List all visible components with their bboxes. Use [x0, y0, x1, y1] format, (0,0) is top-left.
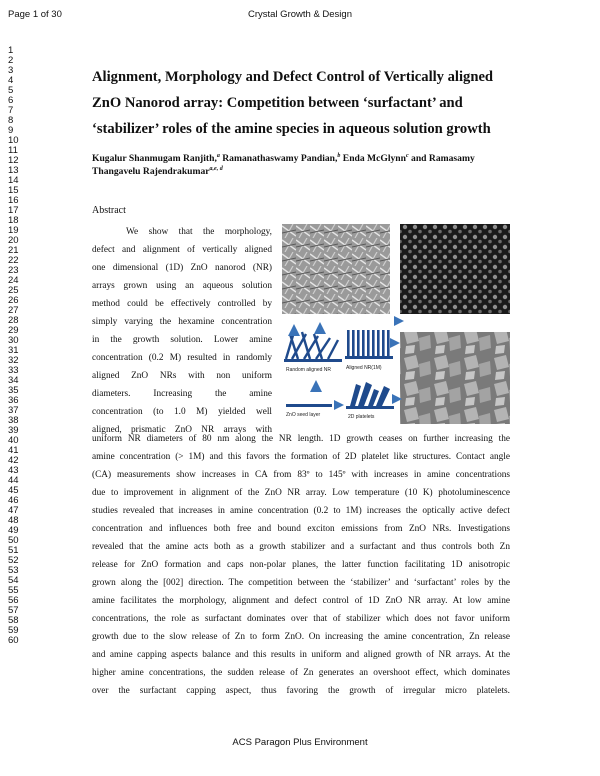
abstract-line: aligned, prismatic ZnO NR arrays with	[92, 425, 272, 435]
abstract-line: diameters. Increasing the amine	[92, 389, 272, 399]
paper-title	[92, 64, 522, 142]
line-number: 13	[8, 165, 19, 176]
abstract-line: concentration (to 1.0 M) yielded well	[92, 407, 272, 417]
line-number: 35	[8, 385, 19, 396]
arrow-up-icon	[310, 380, 322, 392]
line-number: 16	[8, 195, 19, 206]
page-footer: ACS Paragon Plus Environment	[232, 737, 368, 748]
line-number: 48	[8, 515, 19, 526]
author-line	[92, 164, 522, 177]
line-number: 45	[8, 485, 19, 496]
line-number: 7	[8, 105, 14, 116]
author-name: and Ramasamy	[408, 153, 475, 165]
line-number: 8	[8, 115, 14, 126]
line-number: 33	[8, 365, 19, 376]
line-number: 53	[8, 565, 19, 576]
line-number: 51	[8, 545, 19, 556]
abstract-line: amine facilitates the morphology, alignment and defect control of 1D ZnO NR array. At low amine	[92, 596, 510, 606]
abstract-line: due to improvement in alignment of the ZnO NR array. Low temperature (10 K) photoluminescence	[92, 488, 510, 498]
line-number: 50	[8, 535, 19, 546]
abstract-line: growth due to the slow release of Zn to form ZnO. On increasing the amine concentration, Zn release	[92, 632, 510, 642]
line-number: 56	[8, 595, 19, 606]
line-number: 19	[8, 225, 19, 236]
caption-seed-layer: ZnO seed layer	[286, 412, 321, 418]
line-number: 6	[8, 95, 14, 106]
line-number: 1	[8, 45, 14, 56]
title-line: ZnO Nanorod array: Competition between ‘surfactant’ and	[92, 95, 463, 111]
abstract-line: aligned ZnO NRs with non uniform	[92, 371, 272, 381]
line-number: 41	[8, 445, 19, 456]
line-number: 27	[8, 305, 19, 316]
title-line: ‘stabilizer’ roles of the amine species in aqueous solution growth	[92, 121, 491, 137]
line-number: 21	[8, 245, 19, 256]
abstract-line: defect and alignment of vertically aligned	[92, 245, 272, 255]
seed-layer-4	[346, 406, 394, 409]
affiliation-mark: a	[216, 153, 220, 159]
line-number: 23	[8, 265, 19, 276]
author-name: Enda McGlynn	[340, 153, 406, 165]
line-number: 40	[8, 435, 19, 446]
line-number: 25	[8, 285, 19, 296]
arrow-right-icon	[334, 400, 344, 410]
line-number: 11	[8, 145, 18, 156]
abstract-line: over the surfactant capping aspect, thus favoring the growth of irregular micro platelets.	[92, 686, 510, 696]
abstract-line: simply varying the hexamine concentration	[92, 317, 272, 327]
line-number: 18	[8, 215, 19, 226]
line-number: 42	[8, 455, 19, 466]
line-number: 46	[8, 495, 19, 506]
line-number: 5	[8, 85, 14, 96]
line-number: 43	[8, 465, 19, 476]
line-number: 28	[8, 315, 19, 326]
affiliation-mark: b	[337, 153, 341, 159]
line-number: 58	[8, 615, 19, 626]
line-number: 32	[8, 355, 19, 366]
seed-layer-1	[284, 359, 342, 362]
author-name: Kugalur Shanmugam Ranjith,	[92, 153, 217, 165]
author-name: Ramanathaswamy Pandian,	[219, 153, 338, 165]
caption-platelets: 2D platelets	[348, 414, 375, 420]
line-number: 15	[8, 185, 19, 196]
line-number: 24	[8, 275, 19, 286]
abstract-line: grown along the [002] direction. The competition between the ‘stabilizer’ and ‘surfactant’ roles by the	[92, 578, 510, 588]
caption-aligned-nr: Aligned NR(1M)	[346, 365, 382, 371]
abstract-line: one dimensional (1D) ZnO nanorod (NR)	[92, 263, 272, 273]
line-number: 2	[8, 55, 14, 66]
abstract-line: amine concentration (> 1M) and this favors the formation of 2D platelet like structures. Contact angle	[92, 452, 510, 462]
line-number: 47	[8, 505, 19, 516]
line-number: 17	[8, 205, 19, 216]
abstract-line: and amine capping aspects balance and this results in uniform and aligned growth of NR arrays. At the	[92, 650, 510, 660]
line-number: 12	[8, 155, 19, 166]
abstract-line: in the growth solution. Lower amine	[92, 335, 272, 345]
line-number: 14	[8, 175, 19, 186]
line-number: 31	[8, 345, 19, 356]
abstract-line: revealed that the amine acts both as a growth stabilizer and a surfactant and thus controls both Zn	[92, 542, 510, 552]
seed-layer-3	[286, 404, 332, 407]
line-number: 26	[8, 295, 19, 306]
affiliation-mark: c	[405, 153, 409, 159]
arrow-right-icon	[390, 338, 400, 348]
line-number: 55	[8, 585, 19, 596]
line-number: 22	[8, 255, 19, 266]
line-number: 59	[8, 625, 19, 636]
abstract-line: studies revealed that increases in amine concentration (0.2 to 1M) increases the optically active defect	[92, 506, 510, 516]
line-number: 52	[8, 555, 19, 566]
title-line: Alignment, Morphology and Defect Control of Vertically aligned	[92, 69, 494, 85]
abstract-line: (CA) measurements show increases in CA from 83º to 145º with increases in amine concentrations	[92, 470, 510, 480]
line-number: 34	[8, 375, 19, 386]
line-number: 9	[8, 125, 14, 136]
line-number: 39	[8, 425, 19, 436]
abstract-line: concentration (0.2 M) resulted in randomly	[92, 353, 272, 363]
page-label: Page 1 of 30	[8, 9, 62, 20]
sem-image-random	[282, 224, 390, 314]
line-number: 38	[8, 415, 19, 426]
abstract-line: concentration and influences both free and bound exciton emissions from ZnO NRs. Investigations	[92, 524, 510, 534]
arrow-up-icon	[314, 322, 326, 334]
toc-graphic	[282, 224, 510, 424]
line-number: 3	[8, 65, 14, 76]
author-line	[92, 151, 522, 164]
author-name: Thangavelu Rajendrakumar	[92, 166, 210, 178]
line-number: 20	[8, 235, 19, 246]
line-number: 36	[8, 395, 19, 406]
affiliation-mark: a,e, d	[209, 166, 223, 173]
arrow-up-icon	[288, 324, 300, 336]
arrow-right-icon	[394, 316, 404, 326]
sem-image-aligned	[400, 224, 510, 314]
author-list	[92, 151, 522, 177]
line-number: 10	[8, 135, 19, 146]
line-number: 49	[8, 525, 19, 536]
abstract-line: arrays grown using an aqueous solution	[92, 281, 272, 291]
schematic-random	[286, 332, 338, 359]
line-number: 57	[8, 605, 19, 616]
abstract-line: release for ZnO formation and caps non-polar planes, the latter function facilitating 1D anisotropic	[92, 560, 510, 570]
line-number: 54	[8, 575, 19, 586]
abstract-heading: Abstract	[92, 205, 126, 216]
abstract-line: method could be effectively controlled by	[92, 299, 272, 309]
abstract-line: We show that the morphology,	[126, 227, 272, 237]
abstract-line: concentrations, the role as surfactant dominates over that of stabilizer which does not favor uniform	[92, 614, 510, 624]
abstract-line: higher amine concentrations, the sudden release of Zn generates an overshoot effect, which dominates	[92, 668, 510, 678]
line-number: 37	[8, 405, 19, 416]
journal-name: Crystal Growth & Design	[247, 9, 352, 20]
schematic-platelets	[350, 382, 390, 406]
line-number: 29	[8, 325, 19, 336]
schematic-aligned	[347, 330, 390, 356]
abstract-line: uniform NR diameters of 80 nm along the NR length. 1D growth ceases on further increasing the	[92, 434, 510, 444]
line-number: 4	[8, 75, 14, 86]
line-number: 44	[8, 475, 19, 486]
sem-image-platelets	[400, 332, 510, 424]
line-number: 30	[8, 335, 19, 346]
caption-random-nr: Random aligned NR	[286, 367, 332, 373]
seed-layer-2	[345, 356, 393, 359]
line-number: 60	[8, 635, 19, 646]
